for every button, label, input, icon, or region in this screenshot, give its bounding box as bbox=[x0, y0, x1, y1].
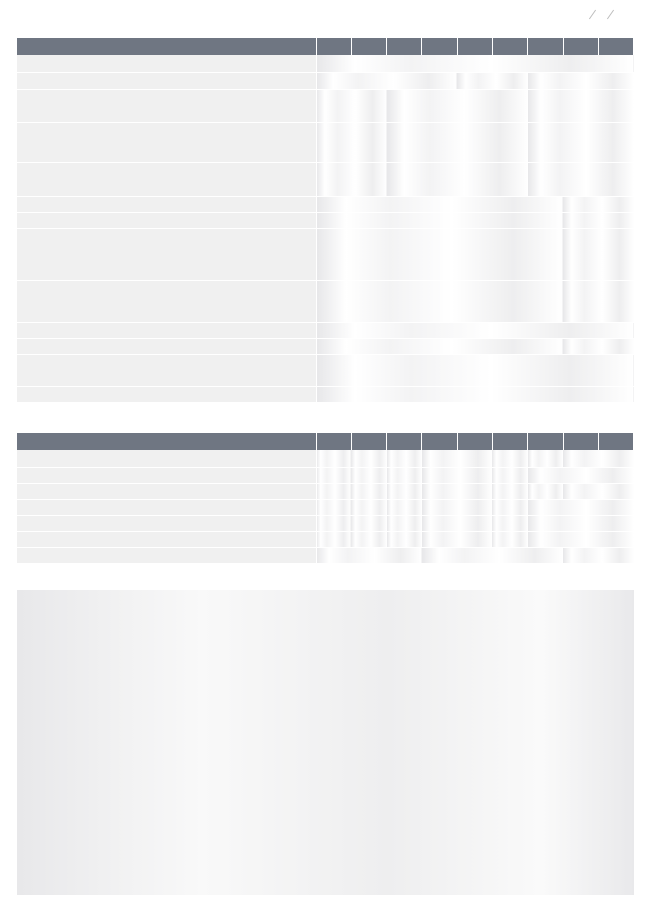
option-code bbox=[316, 162, 387, 196]
size-col bbox=[492, 433, 527, 450]
table-row bbox=[17, 386, 634, 402]
options-header-row bbox=[17, 38, 634, 55]
option-code bbox=[316, 338, 563, 354]
part-number bbox=[528, 483, 563, 499]
table-row bbox=[17, 483, 634, 499]
option-label bbox=[17, 72, 316, 89]
part-number bbox=[387, 515, 422, 531]
part-number bbox=[528, 467, 634, 483]
size-col bbox=[422, 433, 457, 450]
part-number bbox=[351, 515, 386, 531]
part-number bbox=[528, 499, 634, 515]
part-number bbox=[316, 483, 351, 499]
size-col bbox=[351, 433, 386, 450]
size-col bbox=[457, 38, 492, 55]
part-number bbox=[492, 483, 527, 499]
table-row bbox=[17, 515, 634, 531]
page-header bbox=[584, 10, 632, 19]
part-number bbox=[387, 531, 422, 547]
table-row bbox=[17, 467, 634, 483]
size-col bbox=[563, 38, 598, 55]
breadcrumb-separator bbox=[588, 10, 598, 19]
part-number bbox=[528, 450, 563, 467]
option-code bbox=[316, 89, 387, 122]
option-code bbox=[563, 228, 634, 280]
option-code bbox=[528, 72, 634, 89]
part-number bbox=[492, 450, 527, 467]
part-number bbox=[387, 499, 422, 515]
option-code bbox=[387, 162, 528, 196]
option-label bbox=[17, 338, 316, 354]
option-code bbox=[387, 89, 528, 122]
size-col bbox=[422, 38, 457, 55]
table-row bbox=[17, 196, 634, 212]
part-number bbox=[422, 531, 493, 547]
part-number bbox=[387, 483, 422, 499]
table-row bbox=[17, 338, 634, 354]
option-code bbox=[528, 162, 634, 196]
option-label bbox=[17, 322, 316, 338]
part-number bbox=[422, 467, 493, 483]
size-col bbox=[387, 38, 422, 55]
part-number bbox=[422, 450, 493, 467]
size-col bbox=[528, 433, 563, 450]
option-label bbox=[17, 162, 316, 196]
table-row bbox=[17, 89, 634, 122]
part-number bbox=[422, 515, 493, 531]
table-row bbox=[17, 212, 634, 228]
option-label bbox=[17, 212, 316, 228]
part-number bbox=[316, 450, 351, 467]
option-code bbox=[563, 280, 634, 322]
size-col bbox=[316, 38, 351, 55]
table-row bbox=[17, 55, 634, 72]
part-number bbox=[351, 450, 386, 467]
table-row bbox=[17, 162, 634, 196]
accessory-label bbox=[17, 467, 316, 483]
table-row bbox=[17, 72, 634, 89]
table-row bbox=[17, 228, 634, 280]
option-label bbox=[17, 386, 316, 402]
option-code bbox=[563, 212, 634, 228]
part-number bbox=[528, 515, 634, 531]
table-row bbox=[17, 322, 634, 338]
part-number bbox=[351, 467, 386, 483]
option-code bbox=[457, 72, 528, 89]
part-number bbox=[528, 531, 634, 547]
option-label bbox=[17, 196, 316, 212]
part-number bbox=[316, 467, 351, 483]
part-number bbox=[422, 499, 493, 515]
part-number bbox=[422, 483, 493, 499]
table-row bbox=[17, 450, 634, 467]
size-col bbox=[598, 433, 633, 450]
part-number bbox=[563, 547, 634, 563]
part-number bbox=[351, 531, 386, 547]
breadcrumb-separator bbox=[606, 10, 616, 19]
option-code bbox=[528, 89, 634, 122]
accessory-label bbox=[17, 547, 316, 563]
part-number bbox=[422, 547, 563, 563]
option-code bbox=[387, 122, 528, 162]
option-code bbox=[528, 122, 634, 162]
part-number bbox=[492, 467, 527, 483]
option-code bbox=[316, 55, 634, 72]
accessories-header-row bbox=[17, 433, 634, 450]
option-label bbox=[17, 89, 316, 122]
part-number bbox=[492, 515, 527, 531]
part-number bbox=[492, 499, 527, 515]
option-code bbox=[316, 386, 634, 402]
size-col bbox=[492, 38, 527, 55]
table-row bbox=[17, 499, 634, 515]
part-number bbox=[351, 483, 386, 499]
option-code bbox=[563, 196, 634, 212]
options-table bbox=[17, 38, 634, 403]
part-number bbox=[316, 515, 351, 531]
option-label bbox=[17, 122, 316, 162]
accessory-label bbox=[17, 499, 316, 515]
table-row bbox=[17, 122, 634, 162]
size-col bbox=[528, 38, 563, 55]
part-number bbox=[316, 531, 351, 547]
options-title bbox=[17, 38, 316, 55]
size-col bbox=[387, 433, 422, 450]
option-code bbox=[316, 322, 634, 338]
table-row bbox=[17, 531, 634, 547]
part-number bbox=[316, 499, 351, 515]
empty-area bbox=[17, 590, 634, 895]
accessory-label bbox=[17, 483, 316, 499]
part-number bbox=[492, 531, 527, 547]
accessory-label bbox=[17, 515, 316, 531]
part-number bbox=[316, 547, 422, 563]
option-label bbox=[17, 55, 316, 72]
size-col bbox=[457, 433, 492, 450]
part-number bbox=[351, 499, 386, 515]
option-code bbox=[563, 338, 634, 354]
table-row bbox=[17, 354, 634, 386]
accessory-label bbox=[17, 450, 316, 467]
accessories-table bbox=[17, 433, 634, 564]
option-code bbox=[316, 212, 563, 228]
size-col bbox=[316, 433, 351, 450]
part-number bbox=[563, 450, 634, 467]
table-row bbox=[17, 280, 634, 322]
option-code bbox=[316, 196, 563, 212]
part-number bbox=[563, 483, 634, 499]
option-code bbox=[316, 122, 387, 162]
size-col bbox=[351, 38, 386, 55]
accessory-label bbox=[17, 531, 316, 547]
table-row bbox=[17, 547, 634, 563]
accessories-title bbox=[17, 433, 316, 450]
size-col bbox=[563, 433, 598, 450]
option-code bbox=[316, 72, 457, 89]
part-number bbox=[387, 450, 422, 467]
part-number bbox=[387, 467, 422, 483]
size-col bbox=[598, 38, 633, 55]
